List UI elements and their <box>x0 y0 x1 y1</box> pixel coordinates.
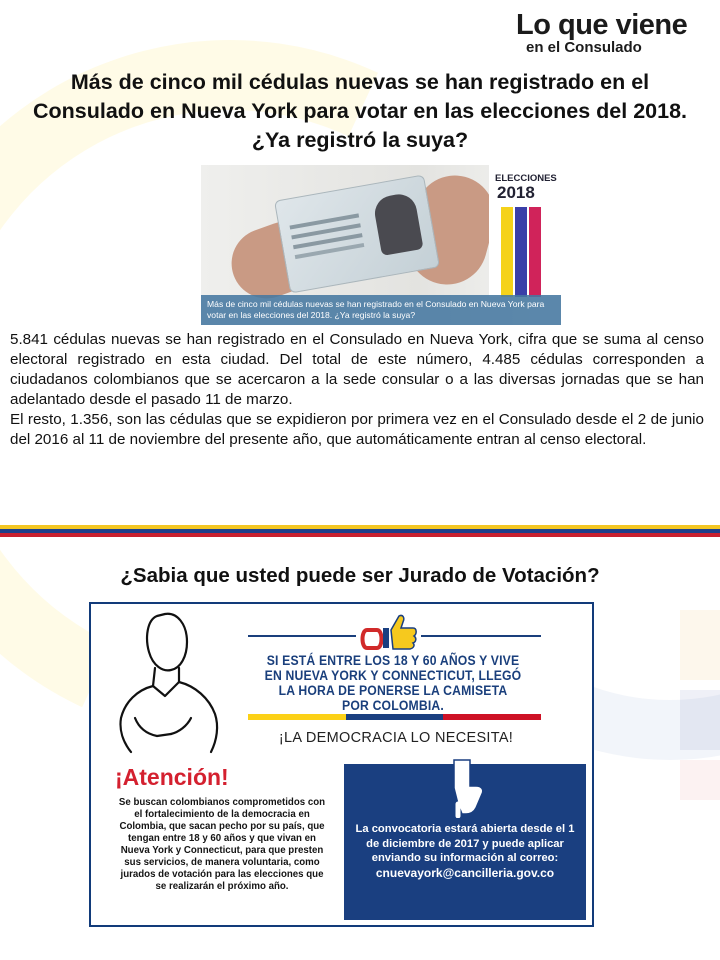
article-paragraph: El resto, 1.356, son las cédulas que se expidieron por primera vez en el Consulado desde el 2 de junio del 2016 al 11 de noviembre del presente año, que automáticamente entran al censo electoral. <box>10 411 704 448</box>
background-edge-red <box>680 760 720 800</box>
page-title: Más de cinco mil cédulas nuevas se han registrado en el Consulado en Nueva York para votar en las elecciones del 2018. ¿Ya registró la suya? <box>32 70 688 152</box>
news-photo <box>201 165 561 325</box>
contact-email[interactable]: cnuevayork@cancilleria.gov.co <box>375 865 555 880</box>
badge-stripe-red <box>529 207 541 297</box>
attention-title: ¡Atención! <box>115 764 229 790</box>
logo-line2: en el Consulado <box>526 39 642 56</box>
badge-stripe-yellow <box>501 207 513 297</box>
badge-stripe-blue <box>515 207 527 297</box>
article-paragraph: 5.841 cédulas nuevas se han registrado en el Consulado en Nueva York, cifra que se suma al censo electoral registrado en esta ciudad. Del total de este número, 4.485 cédulas corresponden a ciudadanos colombianos que se acercaron a la sede consular o a las diversas jornadas que se han adelantado desde el pasado 11 de marzo. <box>10 331 704 408</box>
divider-red <box>0 533 720 537</box>
poster-slogan: ¡LA DEMOCRACIA LO NECESITA! <box>278 730 514 746</box>
attention-body: Se buscan colombianos comprometidos con el fortalecimiento de la democracia en Colombia, que sacan pecho por su país, que tengan entre 18 y 60 años y que vivan en Nueva York y Connecticut, para que presten sus servicios, de manera voluntaria, como jurados de votación para las elecciones que se realizarán el próximo año. <box>118 797 326 892</box>
background-edge-yellow <box>680 610 720 680</box>
info-text: La convocatoria estará abierta desde el 1 de diciembre de 2017 y puede aplicar enviando su información al correo: <box>355 823 575 864</box>
badge-line1: ELECCIONES <box>495 173 557 184</box>
info-panel <box>344 764 586 920</box>
pointing-hand-icon <box>436 758 488 818</box>
headline-rule-right <box>421 635 541 637</box>
poster-flag-bar <box>248 714 541 720</box>
thumbs-up-icon <box>359 612 419 654</box>
article-body <box>10 330 704 450</box>
flag-divider <box>0 525 720 537</box>
info-text-block <box>352 822 578 880</box>
flag-red <box>443 714 541 720</box>
poster-headline: SI ESTÁ ENTRE LOS 18 Y 60 AÑOS Y VIVE EN NUEVA YORK Y CONNECTICUT, LLEGÓ LA HORA DE PONERSE LA CAMISETA POR COLOMBIA. <box>264 653 522 714</box>
logo-line1: Lo que viene <box>516 9 688 41</box>
headline-rule-left <box>248 635 356 637</box>
id-card-text-lines <box>290 213 360 229</box>
section-subtitle: ¿Sabia que usted puede ser Jurado de Votación? <box>120 564 600 587</box>
person-illustration <box>109 606 229 756</box>
jurado-poster <box>89 602 594 927</box>
flag-yellow <box>248 714 346 720</box>
consulado-logo <box>516 10 706 56</box>
flag-blue <box>346 714 444 720</box>
elecciones-badge <box>489 165 561 297</box>
photo-caption: Más de cinco mil cédulas nuevas se han registrado en el Consulado en Nueva York para votar en las elecciones del 2018. ¿Ya registró la suya? <box>201 295 561 325</box>
id-card-portrait <box>372 192 423 256</box>
badge-line2: 2018 <box>497 183 535 202</box>
background-edge-blue <box>680 690 720 750</box>
